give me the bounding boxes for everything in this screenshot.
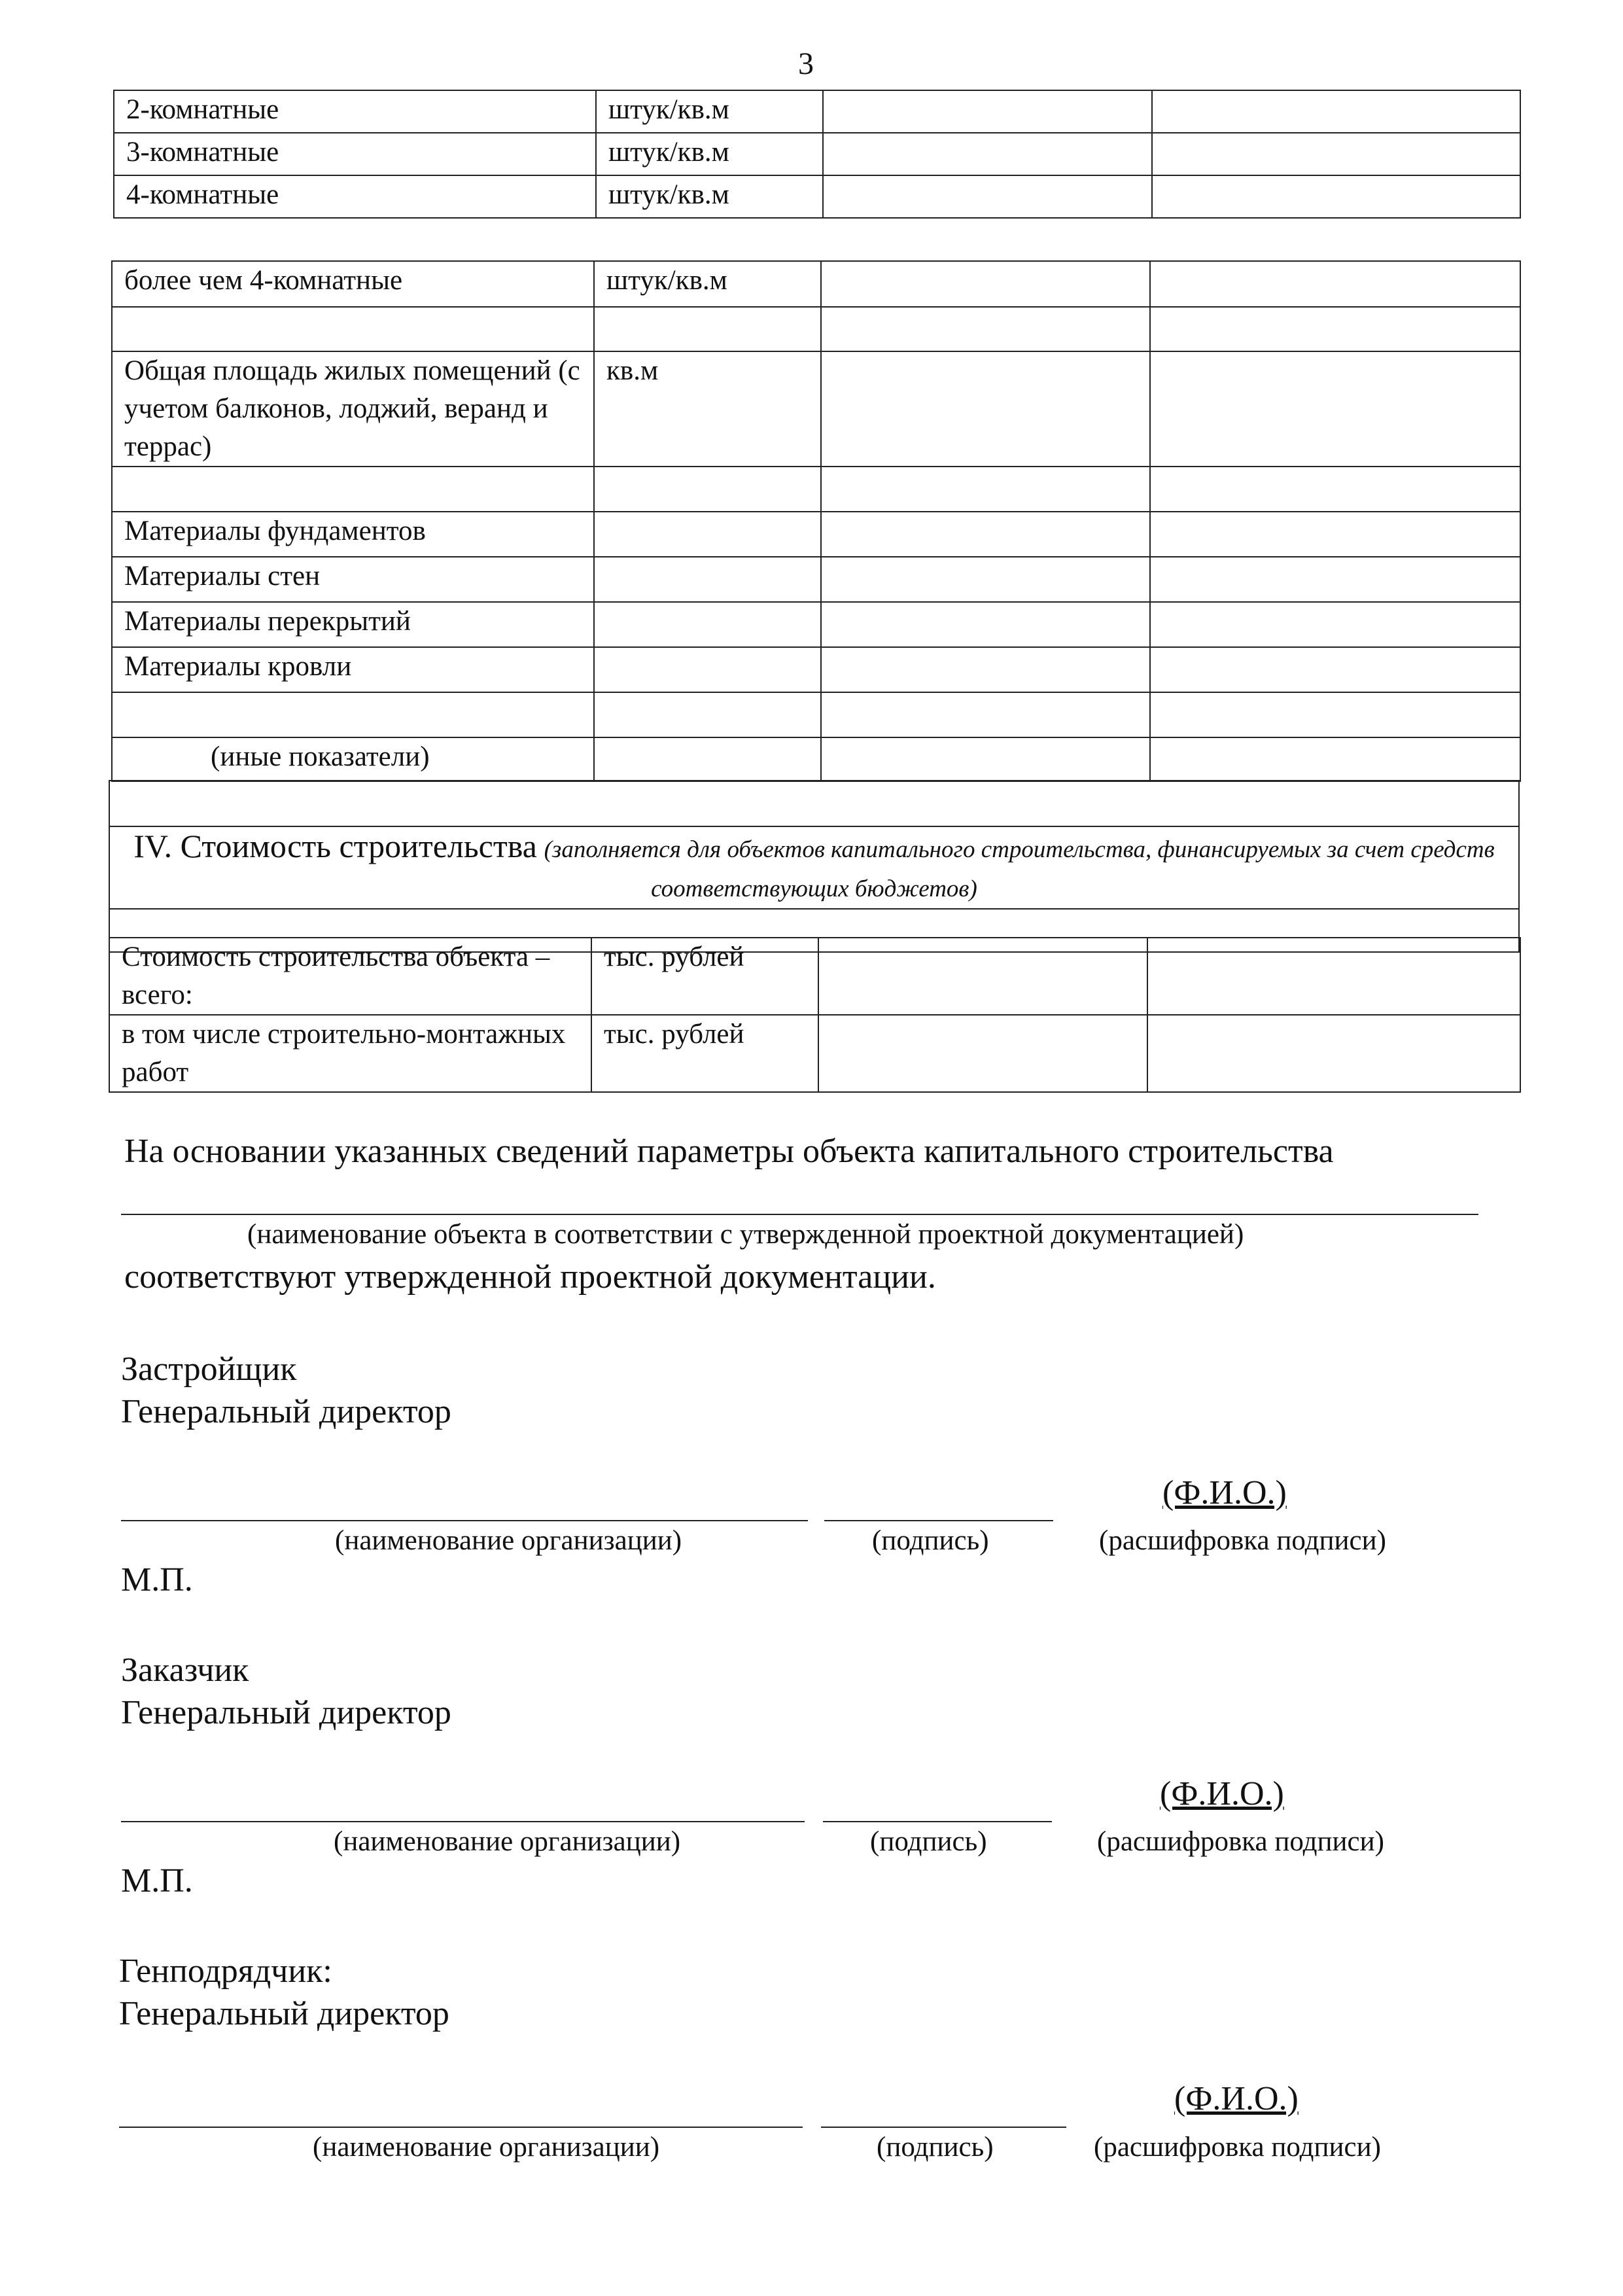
project-value-cell	[823, 175, 1152, 218]
conclusion-text-end: соответствуют утвержденной проектной документации.	[124, 1258, 936, 1296]
actual-value-cell	[1150, 261, 1520, 307]
project-value-cell	[821, 351, 1150, 467]
row-label: Материалы стен	[112, 557, 594, 602]
row-unit: штук/кв.м	[594, 261, 821, 307]
object-name-caption: (наименование объекта в соответствии с утвержденной проектной документацией)	[247, 1219, 1244, 1250]
row-unit: штук/кв.м	[596, 175, 823, 218]
table-row	[114, 90, 1520, 133]
project-value-cell	[823, 133, 1152, 175]
rooms-table-top	[113, 90, 1521, 219]
actual-value-cell	[1152, 133, 1520, 175]
org-name-line	[121, 1520, 808, 1521]
actual-value-cell	[1147, 1015, 1520, 1092]
position-label: Генеральный директор	[119, 1995, 449, 2032]
table-row	[114, 175, 1520, 218]
row-label: 4-комнатные	[114, 175, 596, 218]
signature-caption: (подпись)	[872, 1525, 989, 1556]
row-label: Материалы кровли	[112, 647, 594, 692]
org-name-caption: (наименование организации)	[335, 1525, 682, 1556]
row-label: 3-комнатные	[114, 133, 596, 175]
row-label: Материалы фундаментов	[112, 512, 594, 557]
table-row	[112, 351, 1520, 467]
row-unit: тыс. рублей	[591, 1015, 818, 1092]
decode-caption: (расшифровка подписи)	[1097, 1826, 1384, 1857]
section-title: IV. Стоимость строительства	[133, 828, 537, 864]
actual-value-cell	[1152, 90, 1520, 133]
table-row	[112, 737, 1520, 781]
cost-table	[109, 937, 1521, 1093]
cost-section-header	[109, 780, 1520, 953]
actual-value-cell	[1150, 351, 1520, 467]
indicators-table	[111, 260, 1521, 782]
position-label: Генеральный директор	[121, 1393, 451, 1430]
row-unit: штук/кв.м	[596, 90, 823, 133]
conclusion-text: На основании указанных сведений параметры объекта капитального строительства	[124, 1133, 1334, 1170]
decode-caption: (расшифровка подписи)	[1094, 2132, 1381, 2163]
row-label: более чем 4-комнатные	[112, 261, 594, 307]
page-number: 3	[798, 46, 814, 81]
row-label: Общая площадь жилых помещений (с учетом балконов, лоджий, веранд и террас)	[112, 351, 594, 467]
table-row	[109, 938, 1520, 1015]
org-name-caption: (наименование организации)	[313, 2132, 660, 2163]
decode-caption: (расшифровка подписи)	[1099, 1525, 1386, 1556]
project-value-cell	[818, 938, 1147, 1015]
actual-value-cell	[1147, 938, 1520, 1015]
org-name-caption: (наименование организации)	[334, 1826, 681, 1857]
table-row	[112, 261, 1520, 307]
role-label: Застройщик	[121, 1351, 297, 1388]
object-name-line	[121, 1214, 1478, 1215]
table-row	[109, 781, 1519, 826]
row-label: Стоимость строительства объекта – всего:	[109, 938, 591, 1015]
signature-line	[823, 1821, 1052, 1822]
row-label: Материалы перекрытий	[112, 602, 594, 647]
table-row	[112, 512, 1520, 557]
table-row	[109, 1015, 1520, 1092]
row-label: в том числе строительно-монтажных работ	[109, 1015, 591, 1092]
section-title-row	[109, 826, 1519, 909]
table-row	[112, 557, 1520, 602]
org-name-line	[121, 1821, 805, 1822]
table-row	[112, 467, 1520, 512]
stamp-label: М.П.	[121, 1862, 193, 1899]
project-value-cell	[818, 1015, 1147, 1092]
fio-label: (Ф.И.О.)	[1160, 1775, 1284, 1812]
signature-line	[821, 2127, 1066, 2128]
row-unit: штук/кв.м	[596, 133, 823, 175]
org-name-line	[119, 2127, 803, 2128]
table-row	[112, 647, 1520, 692]
table-row	[112, 602, 1520, 647]
signature-caption: (подпись)	[870, 1826, 987, 1857]
project-value-cell	[823, 90, 1152, 133]
position-label: Генеральный директор	[121, 1694, 451, 1731]
role-label: Генподрядчик:	[119, 1952, 332, 1990]
signature-caption: (подпись)	[877, 2132, 994, 2163]
table-row	[112, 692, 1520, 737]
table-row	[114, 133, 1520, 175]
project-value-cell	[821, 261, 1150, 307]
fio-label: (Ф.И.О.)	[1162, 1474, 1287, 1511]
table-row	[112, 307, 1520, 351]
other-indicators-label: (иные показатели)	[112, 737, 594, 781]
row-unit: тыс. рублей	[591, 938, 818, 1015]
stamp-label: М.П.	[121, 1561, 193, 1598]
signature-line	[824, 1520, 1053, 1521]
actual-value-cell	[1152, 175, 1520, 218]
role-label: Заказчик	[121, 1651, 249, 1689]
section-note: (заполняется для объектов капитального строительства, финансируемых за счет средств соответствующих бюджетов)	[544, 836, 1495, 902]
row-label: 2-комнатные	[114, 90, 596, 133]
fio-label: (Ф.И.О.)	[1174, 2080, 1299, 2117]
row-unit: кв.м	[594, 351, 821, 467]
